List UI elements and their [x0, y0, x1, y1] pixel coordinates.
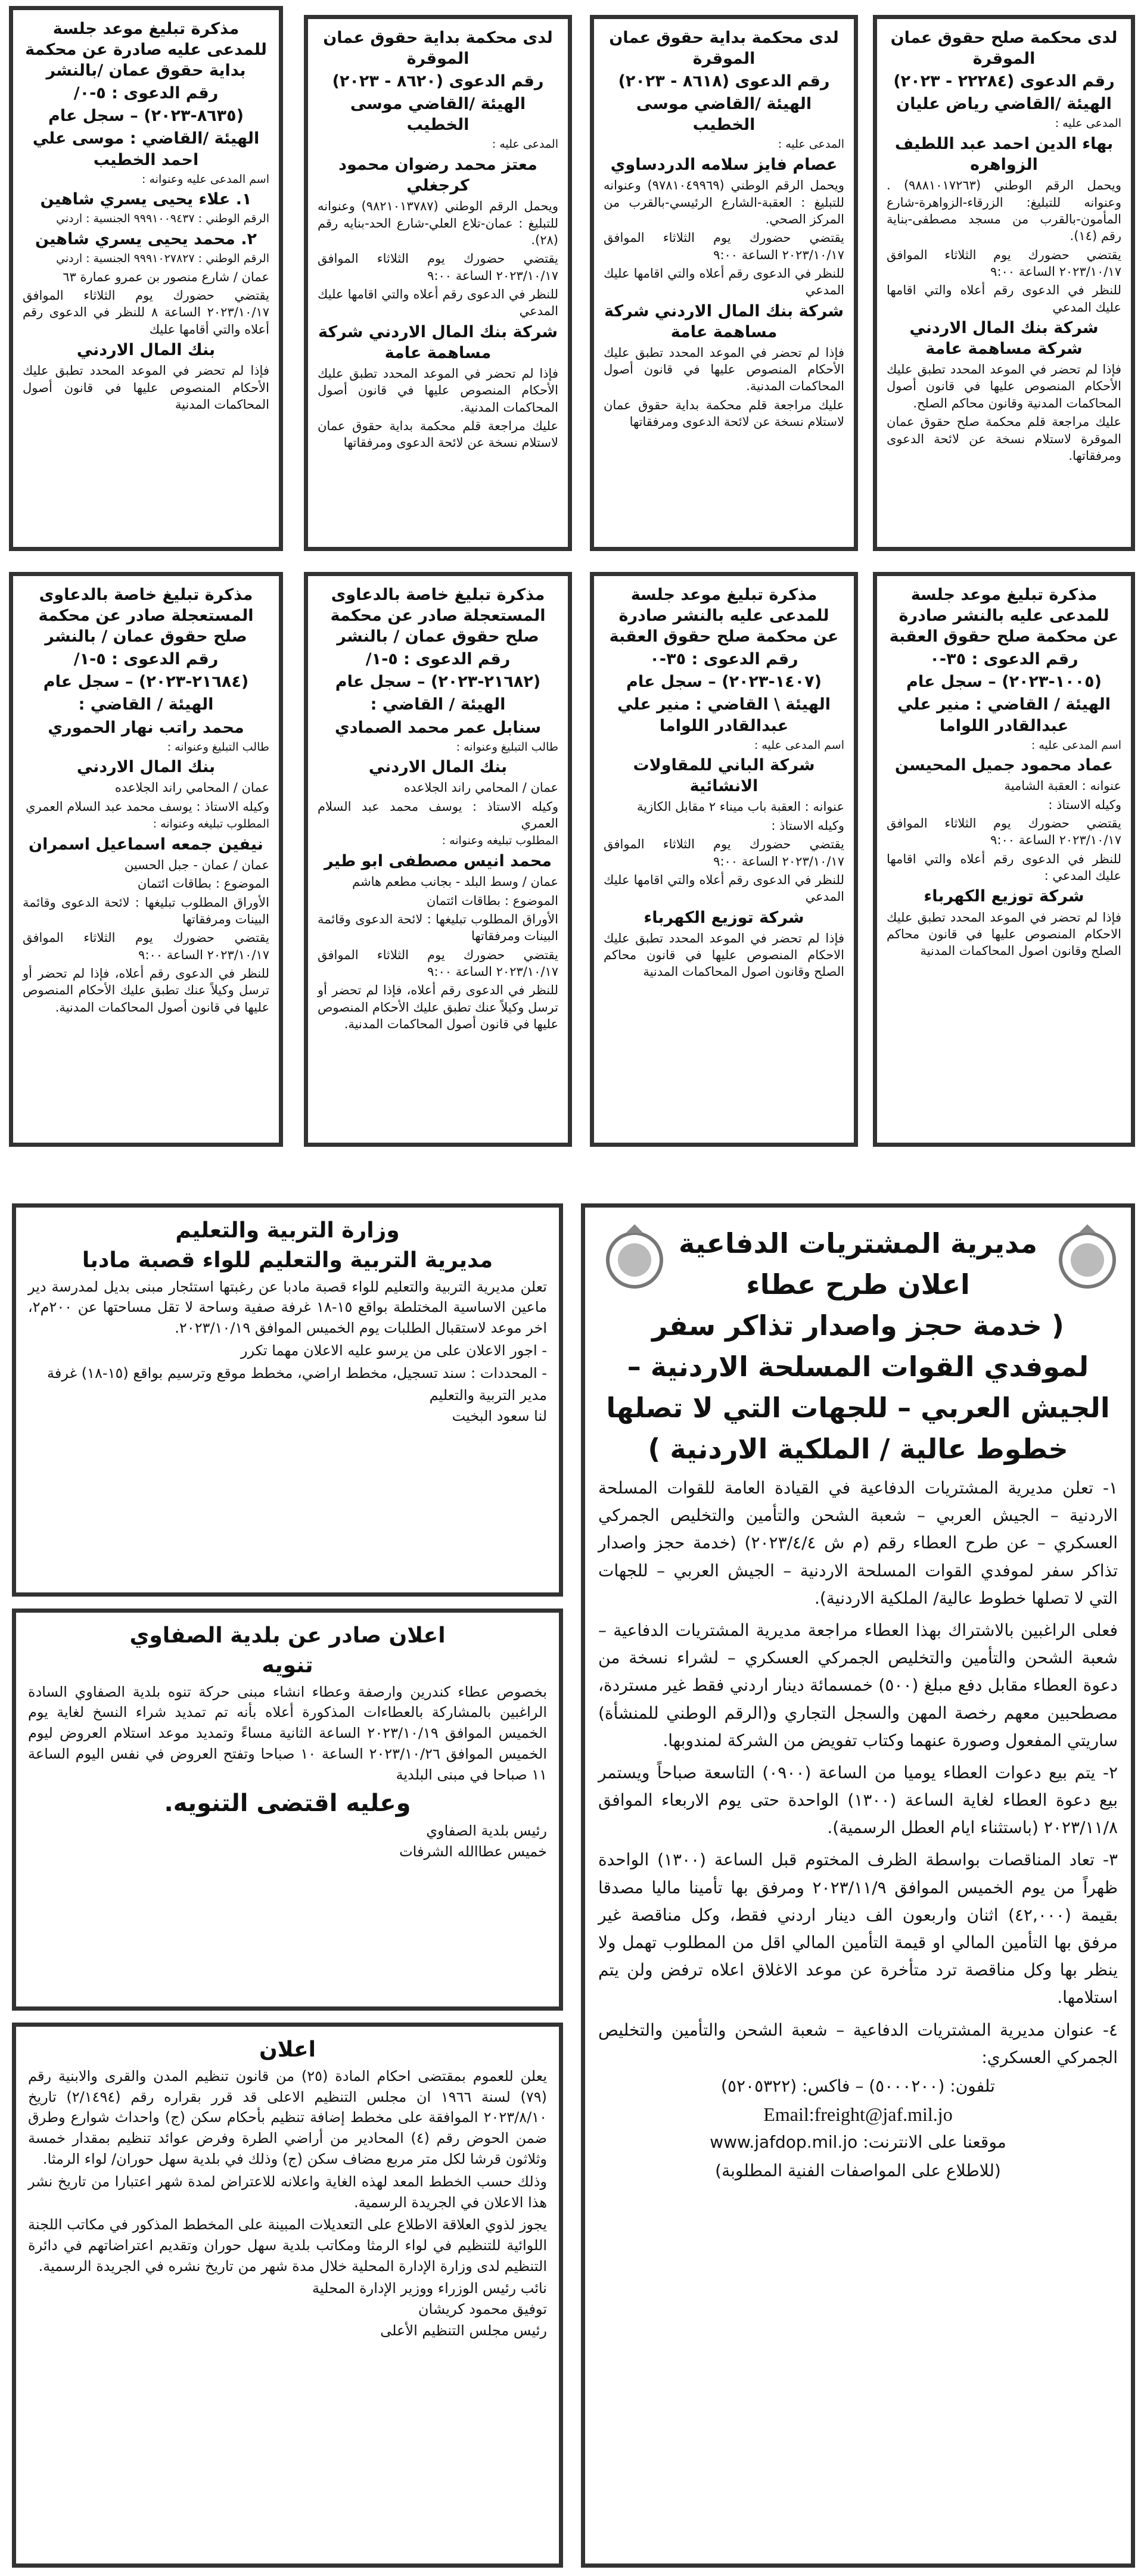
notice-heading: الهيئة / القاضي : — [78, 695, 214, 714]
notice-heading: ( خدمة حجز واصدار تذاكر سفر لموفدي القوات المسلحة الاردنية – الجيش العربي – للجهات التي لا تصلها خطوط عالية / الملكية الاردنية ) — [606, 1309, 1110, 1465]
notice-amman-magistrate-22284 — [873, 15, 1135, 551]
notice-text: اسم المدعى عليه : — [1031, 738, 1121, 752]
notice-text: طالب التبليغ وعنوانه : — [167, 740, 269, 754]
notice-heading: مديرية التربية والتعليم للواء قصبة مادبا — [82, 1247, 493, 1273]
notice-text: وكيله الاستاذ : يوسف محمد عبد السلام العمري — [26, 799, 269, 814]
notice-text: لنا سعود البخيت — [452, 1407, 547, 1424]
tender-defense-procurement — [581, 1203, 1135, 2568]
notice-heading: شركة بنك المال الاردني شركة مساهمة عامة — [909, 318, 1099, 359]
notice-text: عمان / المحامي راند الجلاعده — [114, 780, 269, 795]
notice-heading: رقم الدعوى : ٥-١/ — [365, 650, 511, 669]
notice-text: للنظر في الدعوى رقم أعلاه والتي اقامها عليك المدعي — [318, 287, 558, 319]
notice-text: المدعى عليه : — [492, 138, 558, 151]
notice-text: يعلن للعموم بمقتضى احكام المادة (٢٥) من قانون تنظيم المدن والقرى والابنية رقم (٧٩) لسنة ١٩٦٦ ان مجلس التنظيم الاعلى قد قرر بقراره رقم (٢/١٤٩٤) تاريخ ٢٠٢٣/٨/١٠ الموافقة على مخطط إضافة تنظيم بأحكام سكن (ج) واحداث شوارع وطرق ضمن الحوض رقم (٤) المحادير من أراضي الطرة وفرض عوائد تنظيم بمقدار خمسة وثلاثون قرشا لكل متر مربع مضاف سكن (ج) وذلك في بلدية سهل حوران/ لواء الرمثا. — [28, 2067, 548, 2167]
notice-text: رئيس بلدية الصفاوي — [426, 1822, 547, 1839]
notice-text: يقتضي حضورك يوم الثلاثاء الموافق ٢٠٢٣/١٠/١٧ الساعة ٩:٠٠ — [604, 837, 844, 869]
notice-text: موقعنا على الانترنت: www.jafdop.mil.jo — [710, 2132, 1006, 2152]
notice-text: عمان / المحامي راند الجلاعده — [403, 780, 558, 795]
notice-heading: الهيئة \ القاضي : منير علي عبدالقادر اللواما — [617, 695, 831, 735]
notice-text: - اجور الاعلان على من يرسو عليه الاعلان مهما تكرر — [240, 1342, 547, 1359]
notice-text: وذلك حسب الخطط المعد لهذه الغاية واعلانه للاعتراض لمدة شهر اعتبارا من تاريخ نشر هذا الاعلان في الجريدة الرسمية. — [28, 2173, 547, 2211]
notice-text: يقتضي حضورك يوم الثلاثاء الموافق ٢٠٢٣/١٠/١٧ الساعة ٩:٠٠ — [318, 251, 558, 283]
notice-text: ويحمل الرقم الوطني (٩٨٨١٠١٧٢٦٣) . وعنوانه للتبليغ: الزرقاء-الزواهرة-شارع المأمون-بالقرب من مسجد مصطفى-بناية رقم (١٤). — [887, 178, 1121, 244]
notice-heading: رقم الدعوى (٨٦٢٠ - ٢٠٢٣) — [332, 72, 544, 91]
notice-amman-first-instance-8618 — [590, 15, 858, 551]
notice-text: الموضوع : بطاقات ائتمان — [426, 893, 558, 908]
notice-text: المطلوب تبليغه وعنوانه : — [153, 817, 269, 831]
notice-education-madaba — [12, 1203, 563, 1597]
notice-heading: (٢١٦٨٢-٢٠٢٣) – سجل عام — [335, 673, 541, 692]
notice-text: عمان / عمان - جبل الحسين — [124, 857, 269, 872]
notice-text: فإذا لم تحضر في الموعد المحدد تطبق عليك الأحكام المنصوص عليها في قانون أصول المحاكمات المدنية — [23, 363, 269, 412]
notice-text: يقتضي حضورك يوم الثلاثاء الموافق ٢٠٢٣/١٠/١٧ الساعة ٩:٠٠ — [887, 247, 1121, 279]
notice-heading: محمد انيس مصطفى ابو طير — [324, 852, 552, 871]
notice-text: يجوز لذوي العلاقة الاطلاع على التعديلات المبينة على المخطط المذكور في مكاتب اللجنة اللوائية للتنظيم في لواء الرمثا ومكاتب بلدية سهل حوران وتقديم اعتراضاتهم في دائرة التنظيم لدى وزارة الإدارة المحلية خلال مدة شهر من تاريخ نشره في الجريدة الرسمية. — [28, 2216, 547, 2275]
notice-text: خميس عطاالله الشرفات — [399, 1843, 547, 1860]
notice-urgent-21682 — [304, 572, 572, 1147]
notice-heading: وزارة التربية والتعليم — [175, 1218, 400, 1243]
notice-heading: الهيئة / القاضي : — [370, 695, 506, 714]
notice-heading: مذكرة تبليغ خاصة بالدعاوى المستعجلة صادر عن محكمة صلح حقوق عمان / بالنشر — [330, 586, 546, 646]
notice-text: اسم المدعى عليه وعنوانه : — [142, 172, 269, 186]
notice-text: عليك مراجعة قلم محكمة بداية حقوق عمان لاستلام نسخة عن لائحة الدعوى ومرفقاتها — [604, 397, 844, 430]
notice-text: عنوانه : العقبة باب ميناء ٢ مقابل الكازية — [636, 799, 844, 814]
notice-heading: الهيئة /القاضي موسى الخطيب — [350, 95, 526, 135]
notice-text: ١- تعلن مديرية المشتريات الدفاعية في القيادة العامة للقوات المسلحة الاردنية – الجيش العربي – شعبة الشحن والتأمين والتخليص الجمركي العسكري – عن طرح العطاء رقم (م ش ٢٠٢٣/٤/٤) (خدمة حجز واصدار تذاكر سفر لموفدي القوات المسلحة الاردنية – الجيش العربي – للجهات التي لا تصلها خطوط عالية/ الملكية الاردنية). — [598, 1478, 1118, 1608]
notice-heading: رقم الدعوى : ٣٥-٠ — [649, 650, 798, 669]
notice-text: يقتضي حضورك يوم الثلاثاء الموافق ٢٠٢٣/١٠/١٧ الساعة ٨ للنظر في الدعوى رقم أعلاه والتي أقامها عليك — [23, 288, 269, 337]
notice-text: ٤- عنوان مديرية المشتريات الدفاعية – شعبة الشحن والتأمين والتخليص الجمركي العسكري: — [598, 2020, 1118, 2067]
notice-aqaba-1407 — [590, 572, 858, 1147]
notice-heading: الهيئة /القاضي موسى الخطيب — [636, 95, 812, 135]
notice-text: يقتضي حضورك يوم الثلاثاء الموافق ٢٠٢٣/١٠/١٧ الساعة ٩:٠٠ — [318, 947, 558, 979]
notice-text: رئيس مجلس التنظيم الأعلى — [380, 2322, 547, 2339]
notice-text: للنظر في الدعوى رقم أعلاه والتي اقامها عليك المدعي — [604, 872, 844, 904]
notice-heading: الهيئة / القاضي : منير علي عبدالقادر اللواما — [897, 695, 1111, 735]
notice-heading: مذكرة تبليغ موعد جلسة للمدعى عليه صادرة عن محكمة بداية حقوق عمان /بالنشر — [25, 20, 267, 80]
notice-text: فإذا لم تحضر في الموعد المحدد تطبق عليك الاحكام المنصوص عليها في قانون محاكم الصلح وقانون اصول المحاكمات المدنية — [887, 910, 1121, 959]
notice-text: عليك مراجعة قلم محكمة بداية حقوق عمان لاستلام نسخة عن لائحة الدعوى ومرفقاتها — [318, 418, 558, 450]
notice-text: يقتضي حضورك يوم الثلاثاء الموافق ٢٠٢٣/١٠/١٧ الساعة ٩:٠٠ — [23, 931, 269, 962]
notice-heading: (١٤٠٧-٢٠٢٣) – سجل عام — [626, 673, 822, 692]
notice-text: للنظر في الدعوى رقم أعلاه والتي اقامها عليك المدعي — [887, 283, 1121, 315]
notice-heading: عصام فايز سلامه الدردساوي — [610, 155, 838, 175]
notice-heading: (٢١٦٨٤-٢٠٢٣) – سجل عام — [43, 673, 249, 692]
notice-text: - المحددات : سند تسجيل، مخطط اراضي، مخطط موقع وترسيم بواقع (١٥-١٨) غرفة — [47, 1364, 547, 1382]
notice-heading: مذكرة تبليغ موعد جلسة للمدعى عليه بالنشر صادرة عن محكمة صلح حقوق العقبة — [889, 586, 1119, 646]
notice-text: تعلن مديرية التربية والتعليم للواء قصبة مادبا عن رغبتها استئجار مبنى بديل لمدرسة دير ماعين الاساسية المختلطة بواقع ١٥-١٨ غرفة صفية وساحة لا تقل مساحتها عن ٢٠٠م٢، اخر موعد لاستقبال الطلبات يوم الخميس الموافق ٢٠٢٣/١٠/١٩. — [28, 1278, 547, 1337]
notice-heading: شركة بنك المال الاردني شركة مساهمة عامة — [604, 301, 844, 341]
notice-text: تلفون: (٥٠٠٠٢٠٠) – فاكس: (٥٢٠٥٣٢٢) — [721, 2076, 995, 2096]
notice-heading: شركة توزيع الكهرباء — [644, 908, 804, 927]
notice-text: عمان / شارع منصور بن عمرو عمارة ٦٣ — [63, 269, 269, 284]
notice-urgent-21684 — [9, 572, 283, 1147]
notice-heading: مذكرة تبليغ خاصة بالدعاوى المستعجلة صادر عن محكمة صلح حقوق عمان / بالنشر — [38, 586, 254, 646]
notice-text: الموضوع : بطاقات ائتمان — [137, 876, 269, 891]
notice-text: ٣- تعاد المناقصات بواسطة الظرف المختوم قبل الساعة (١٣٠٠) الواحدة ظهراً من يوم الخميس الموافق ٢٠٢٣/١١/٩ ومرفق بها تأمينا ماليا مصدقا بقيمة (٤٢,٠٠٠) اثنان واربعون الف دينار اردني فقط، وكل مناقصة غير مرفق بها التأمين المالي او قيمة التأمين المالي اقل من المطلوب تهمل ولا ينظر بها وكل مناقصة ترد متأخرة عن موعد الاغلاق اعلاه ترفض ولن يتم استلامها. — [598, 1850, 1118, 2008]
notice-session-8635 — [9, 6, 283, 551]
notice-text: فإذا لم تحضر في الموعد المحدد تطبق عليك الاحكام المنصوص عليها في قانون محاكم الصلح وقانون اصول المحاكمات المدنية — [604, 931, 844, 979]
notice-heading: مديرية المشتريات الدفاعية — [678, 1227, 1038, 1259]
notice-heading: (١٠٠٥-٢٠٢٣) – سجل عام — [906, 673, 1102, 692]
notice-heading: عماد محمود جميل المحيسن — [894, 756, 1114, 775]
notice-heading: بنك المال الاردني — [368, 758, 508, 777]
notice-heading: سنابل عمر محمد الصمادي — [334, 718, 542, 737]
notice-heading: تنويه — [262, 1653, 313, 1678]
notice-heading: اعلان صادر عن بلدية الصفاوي — [129, 1623, 446, 1648]
notice-heading: بهاء الدين احمد عبد اللطيف الزواهره — [894, 135, 1114, 175]
notice-text: عليك مراجعة قلم محكمة صلح حقوق عمان الموقرة لاستلام نسخة عن لائحة الدعوى ومرفقاتها. — [887, 415, 1121, 463]
notice-heading: اعلان طرح عطاء — [746, 1268, 970, 1301]
notice-text: وكيله الاستاذ : يوسف محمد عبد السلام العمري — [318, 799, 558, 831]
jaf-emblem-left — [602, 1221, 667, 1293]
notice-heading: ١. علاء يحيى يسري شاهين — [40, 190, 252, 209]
notice-heading: ٢. محمد يحيى يسري شاهين — [35, 230, 257, 249]
notice-text: فإذا لم تحضر في الموعد المحدد تطبق عليك الأحكام المنصوص عليها في قانون أصول المحاكمات المدنية وقانون محاكم الصلح. — [887, 362, 1121, 410]
notice-text: الأوراق المطلوب تبليغها : لائحة الدعوى وقائمة البينات ومرفقاتها — [23, 895, 269, 926]
notice-text: عنوانه : العقبة الشامية — [1004, 779, 1121, 794]
notice-heading: الهيئة /القاضي رياض عليان — [896, 95, 1112, 114]
notice-text: توفيق محمود كريشان — [418, 2301, 547, 2318]
notice-text: للنظر في الدعوى رقم أعلاه، فإذا لم تحضر أو ترسل وكيلاً عنك تطبق عليك الأحكام المنصوص عليها في قانون أصول المحاكمات المدنية. — [23, 966, 269, 1015]
notice-heading: مذكرة تبليغ موعد جلسة للمدعى عليه بالنشر صادرة عن محكمة صلح حقوق العقبة — [609, 586, 839, 646]
notice-heading: رقم الدعوى : ٥-١/ — [73, 650, 219, 669]
notice-heading: لدى محكمة بداية حقوق عمان الموقرة — [609, 29, 839, 69]
notice-heading: رقم الدعوى (٨٦١٨ - ٢٠٢٣) — [618, 72, 830, 91]
notice-text: نائب رئيس الوزراء ووزير الإدارة المحلية — [312, 2279, 547, 2297]
notice-heading: لدى محكمة بداية حقوق عمان الموقرة — [323, 29, 553, 69]
notice-text: ويحمل الرقم الوطني (٩٧٨١٠٤٩٩٦٩) وعنوانه للتبليغ : العقبة-الشارع الرئيسي-بالقرب من المركز الصحي. — [604, 178, 844, 226]
notice-planning-council — [12, 2023, 563, 2568]
notice-heading: محمد راتب نهار الحموري — [48, 718, 244, 737]
notice-aqaba-1005 — [873, 572, 1135, 1147]
notice-text: ٢- يتم بيع دعوات العطاء يوميا من الساعة (٠٩٠٠) التاسعة صباحاً ويستمر بيع دعوة العطاء لغاية الساعة (١٣٠٠) الواحدة حتى يوم الاربعاء الموافق ٢٠٢٣/١١/٨ (باستثناء ايام العطل الرسمية). — [598, 1762, 1118, 1838]
notice-heading: شركة بنك المال الاردني شركة مساهمة عامة — [318, 322, 558, 362]
notice-text: للنظر في الدعوى رقم أعلاه والتي اقامها عليك المدعي : — [887, 851, 1121, 883]
notice-heading: نيفين جمعه اسماعيل اسمران — [29, 835, 263, 854]
notice-text: فعلى الراغبين بالاشتراك بهذا العطاء مراجعة مديرية المشتريات الدفاعية – شعبة الشحن والتأمين والتخليص الجمركي العسكري – لشراء نسخة من دعوة العطاء مقابل دفع مبلغ (٥٠٠) خمسمائة دينار اردني فقط غير مستردة، مصطحبين معهم رخصة المهن والسجل التجاري و(الرقم الوطني للمنشأة) ساريتي المفعول وصورة عنهما وكتاب تفويض من الشركة لمندوبها. — [598, 1620, 1118, 1750]
notice-text: (للاطلاع على المواصفات الفنية المطلوبة) — [715, 2160, 1001, 2180]
notice-text: المدعى عليه : — [1055, 117, 1121, 130]
notice-heading: معتز محمد رضوان محمود كرجغلي — [338, 155, 537, 195]
notice-heading: رقم الدعوى (٢٢٢٨٤ - ٢٠٢٣) — [893, 72, 1115, 91]
notice-heading: بنك المال الاردني — [76, 758, 216, 777]
notice-text: الرقم الوطني : ٩٩٩١٠٢٧٨٢٧ الجنسية : اردني — [56, 252, 269, 266]
notice-heading: شركة الباني للمقاولات الانشائية — [633, 756, 815, 796]
notice-text: للنظر في الدعوى رقم أعلاه، فإذا لم تحضر أو ترسل وكيلاً عنك تطبق عليك الأحكام المنصوص عليها في قانون أصول المحاكمات المدنية. — [318, 983, 558, 1031]
notice-heading: الهيئة /القاضي : موسى علي احمد الخطيب — [32, 129, 260, 169]
notice-text: عمان / وسط البلد - بجانب مطعم هاشم — [352, 875, 558, 889]
notice-text: فإذا لم تحضر في الموعد المحدد تطبق عليك الأحكام المنصوص عليها في قانون أصول المحاكمات المدنية. — [318, 366, 558, 415]
notice-heading: رقم الدعوى : ٥-٠/ — [73, 84, 219, 103]
notice-text: يقتضي حضورك يوم الثلاثاء الموافق ٢٠٢٣/١٠/١٧ الساعة ٩:٠٠ — [604, 231, 844, 262]
notice-text[interactable]: Email:freight@jaf.mil.jo — [763, 2103, 953, 2125]
notice-text: وكيله الاستاذ : — [771, 818, 844, 833]
notice-heading: لدى محكمة صلح حقوق عمان الموقرة — [890, 29, 1118, 69]
notice-text: اسم المدعى عليه : — [754, 738, 844, 752]
notice-text: ويحمل الرقم الوطني (٩٨٢١٠١٣٧٨٧) وعنوانه للتبليغ : عمان-تلاع العلي-شارع الحد-بنايه رقم (٢٨). — [318, 199, 558, 247]
notice-text: بخصوص عطاء كندرين وارصفة وعطاء انشاء مبنى حركة تنوه بلدية الصفاوي السادة الراغبين بالمشاركة بالعطاءات المذكورة أعلاه بأنه تم تمديد شراء النسخ لغاية يوم الخميس الموافق ٢٠٢٣/١٠/١٩ الساعة الثانية مساءً وتمديد موعد استلام العروض ليوم الخميس الموافق ٢٠٢٣/١٠/٢٦ الساعة ١٠ صباحا وتفتح العروض في نفس اليوم الساعة ١١ صباحا في مبنى البلدية — [28, 1683, 548, 1783]
notice-text: يقتضي حضورك يوم الثلاثاء الموافق ٢٠٢٣/١٠/١٧ الساعة ٩:٠٠ — [887, 816, 1121, 848]
notice-amman-first-instance-8620 — [304, 15, 572, 551]
notice-heading: بنك المال الاردني — [76, 341, 216, 360]
notice-heading: رقم الدعوى : ٣٥-٠ — [930, 650, 1078, 669]
notice-heading: اعلان — [259, 2037, 316, 2062]
notice-text: طالب التبليغ وعنوانه : — [456, 740, 558, 754]
notice-text: للنظر في الدعوى رقم أعلاه والتي اقامها عليك المدعي — [604, 266, 844, 298]
jaf-emblem-right — [1055, 1221, 1120, 1293]
notice-text: فإذا لم تحضر في الموعد المحدد تطبق عليك الأحكام المنصوص عليها في قانون أصول المحاكمات المدنية. — [604, 345, 844, 394]
notice-heading: (٨٦٣٥-٢٠٢٣) – سجل عام — [48, 107, 244, 126]
notice-text: مدير التربية والتعليم — [429, 1386, 547, 1404]
notice-heading: وعليه اقتضى التنويه. — [164, 1789, 411, 1817]
notice-text: المدعى عليه : — [778, 138, 844, 151]
notice-text: الرقم الوطني : ٩٩٩١٠٠٩٤٣٧ الجنسية : اردني — [56, 212, 269, 226]
notice-heading: شركة توزيع الكهرباء — [924, 887, 1084, 906]
notice-safawi-municipality — [12, 1609, 563, 2011]
notice-text: المطلوب تبليغه وعنوانه : — [442, 834, 558, 848]
notice-text: الأوراق المطلوب تبليغها : لائحة الدعوى وقائمة البينات ومرفقاتها — [318, 911, 558, 944]
notice-text: وكيله الاستاذ : — [1048, 797, 1121, 812]
